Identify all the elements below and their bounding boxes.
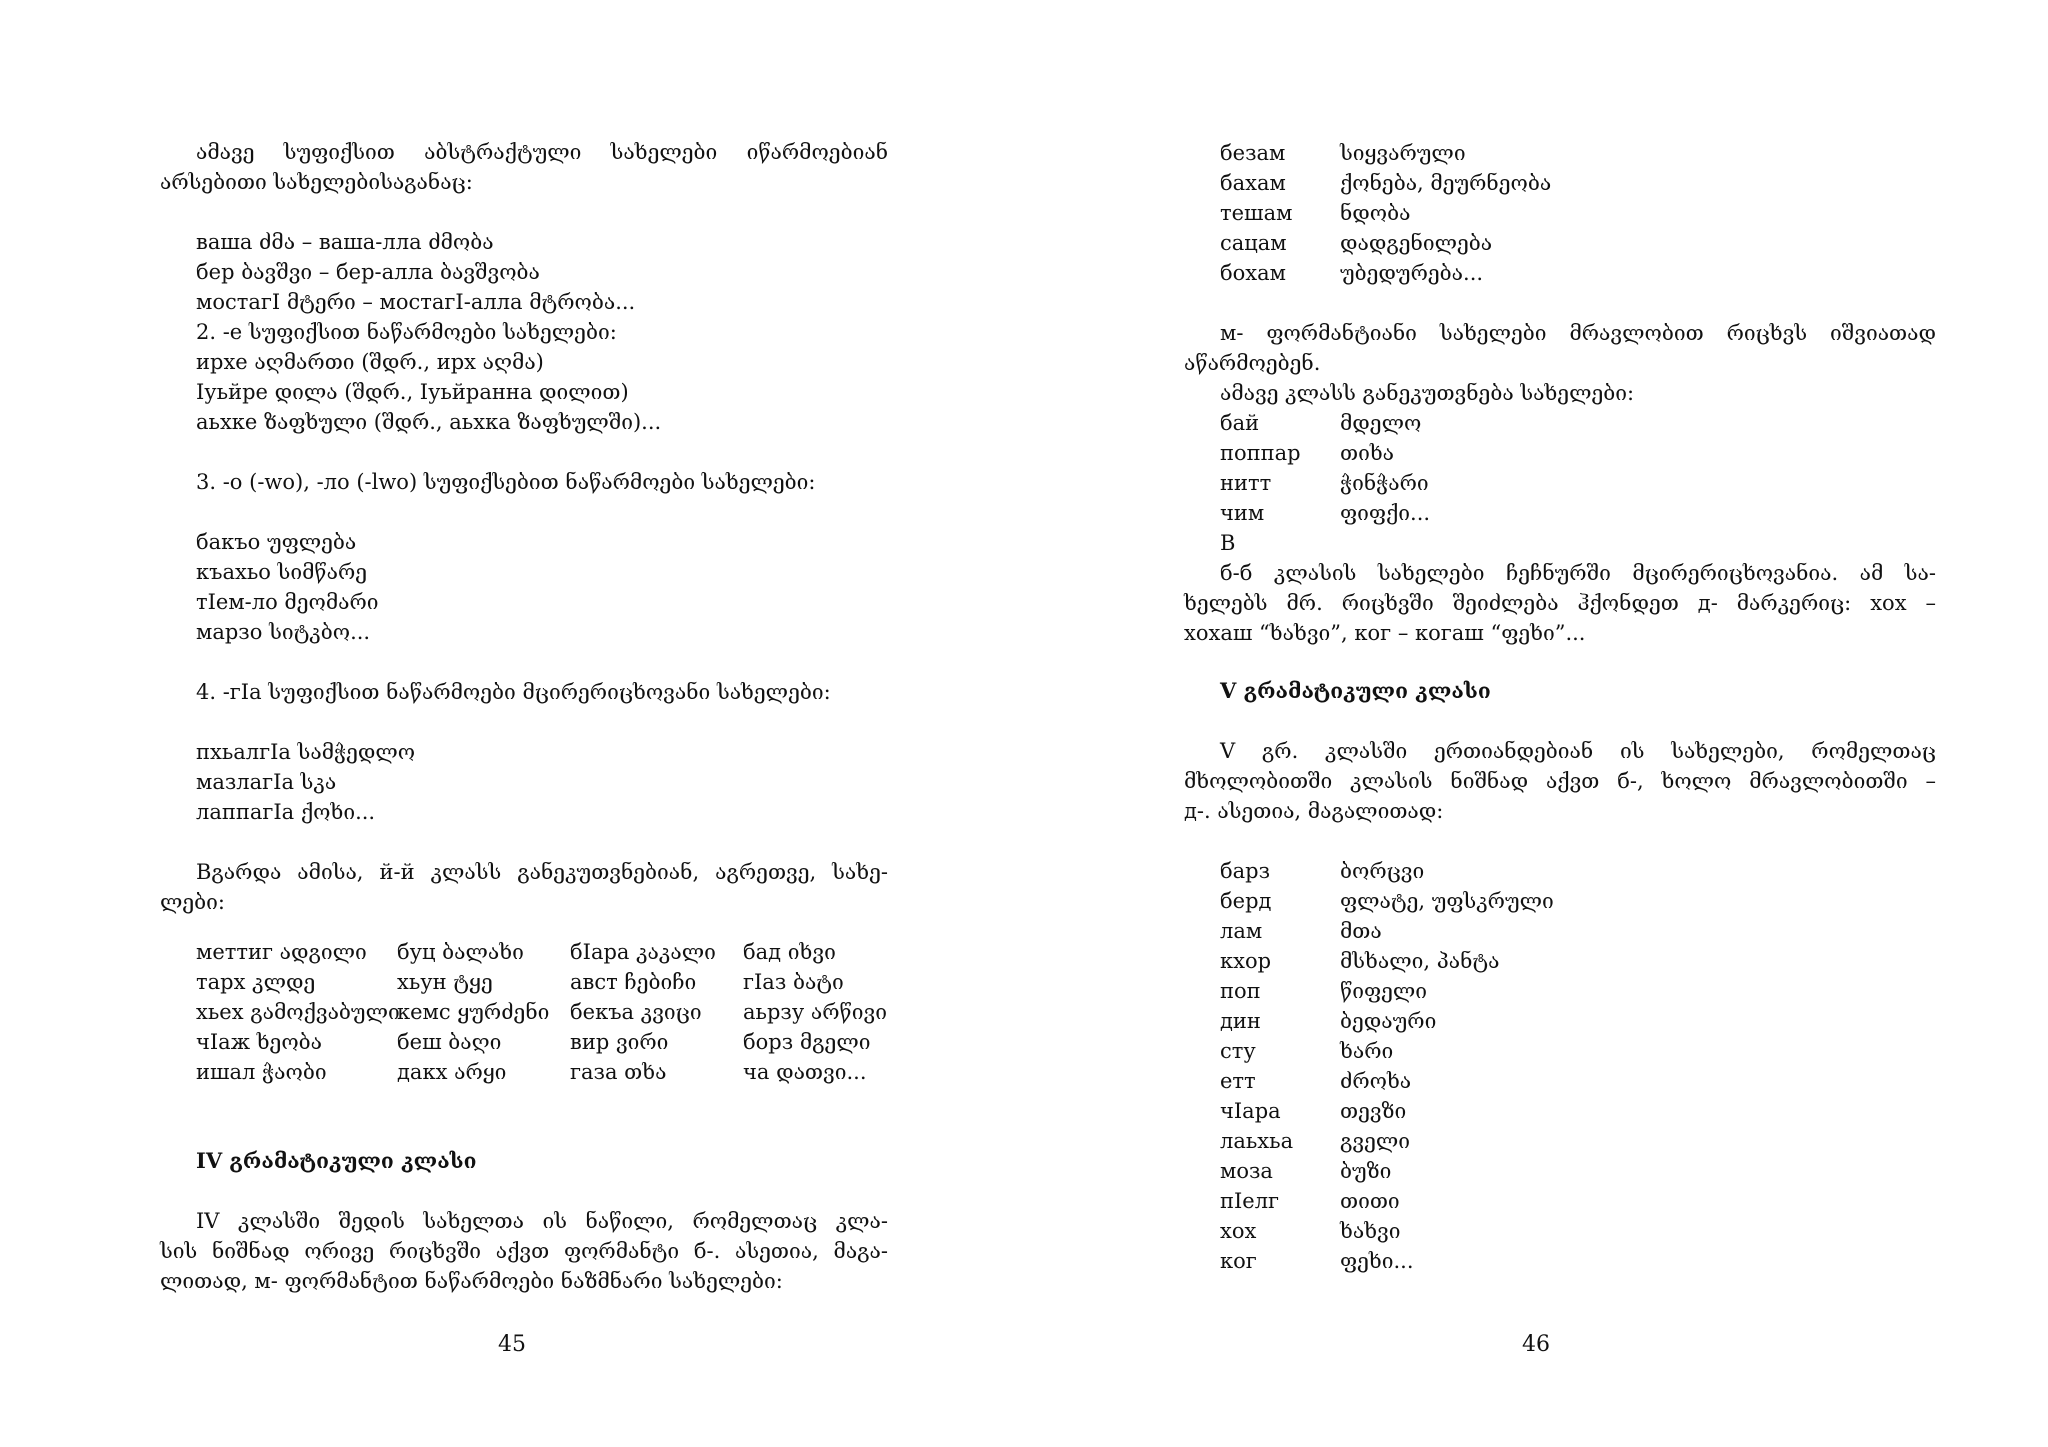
bb-class-text-line: хохаш “ხახვი”, ког – когаш “ფეხი”... <box>1184 621 1586 645</box>
word-table-cell: вир ვირი <box>570 1030 669 1054</box>
word-table-cell: аьрзу არწივი <box>743 1000 887 1024</box>
word-gloss: ძროხა <box>1340 1069 1412 1093</box>
word-gloss: სიყვარული <box>1340 141 1466 165</box>
word-table-cell: чIаж ხეობა <box>196 1030 322 1054</box>
intro-line-2: არსებითი სახელებისაგანაც: <box>160 170 473 194</box>
class-5-text-line: V გრ. კლასში ერთიანდებიან ის სახელები, რომელთაც <box>1220 739 1936 763</box>
word-gloss: თიხა <box>1340 441 1395 465</box>
word-table-cell: беш ბაღი <box>397 1030 502 1054</box>
example-line: аьхке ზაფხული (შდრ., аьхка ზაფხულში)... <box>196 410 662 434</box>
word-gloss: ფლატე, უფსკრული <box>1340 889 1554 913</box>
word-term: лам <box>1220 919 1263 943</box>
example-line: тIем-ло მეომარი <box>196 590 379 614</box>
besides-line-1: Bგარდა ამისა, й-й კლასს განეკუთვნებიან, აგრეთვე, სახე- <box>196 860 888 884</box>
word-term: бай <box>1220 411 1260 435</box>
example-line: мостагI მტერი – мостагI-алла მტრობა... <box>196 290 636 314</box>
word-gloss: მსხალი, პანტა <box>1340 949 1500 973</box>
word-table-cell: борз მგელი <box>743 1030 871 1054</box>
word-gloss: ქონება, მეურნეობა <box>1340 171 1552 195</box>
word-term: пIелг <box>1220 1189 1280 1213</box>
word-term: моза <box>1220 1159 1273 1183</box>
example-line: къахьо სიმწარე <box>196 560 368 584</box>
example-line: марзо სიტკბო... <box>196 620 371 644</box>
class-5-heading: V გრამატიკული კლასი <box>1220 678 1491 703</box>
word-gloss: ნდობა <box>1340 201 1411 225</box>
word-table-cell: хьун ტყე <box>397 970 493 994</box>
word-gloss: ხახვი <box>1340 1219 1401 1243</box>
word-gloss: გველი <box>1340 1129 1411 1153</box>
word-term: хох <box>1220 1219 1257 1243</box>
word-gloss: მდელო <box>1340 411 1422 435</box>
word-table-cell: кемс ყურძენი <box>397 1000 550 1024</box>
suffix-2-heading: 2. -е სუფიქსით ნაწარმოები სახელები: <box>196 320 617 344</box>
example-line: бер ბავშვი – бер-алла ბავშვობა <box>196 260 540 284</box>
word-term: чим <box>1220 501 1265 525</box>
example-line: лаппагIа ქოხი... <box>196 800 376 824</box>
word-gloss: ბედაური <box>1340 1009 1437 1033</box>
word-table-cell: газа თხა <box>570 1060 667 1084</box>
bb-class-text-line: б-б კლასის სახელები ჩეჩნურში მცირერიცხოვანია. ამ სა- <box>1220 561 1936 585</box>
word-gloss: წიფელი <box>1340 979 1428 1003</box>
m-formant-text-line: აწარმოებენ. <box>1184 351 1321 375</box>
word-term: тешам <box>1220 201 1293 225</box>
word-term: берд <box>1220 889 1272 913</box>
word-gloss: უბედურება... <box>1340 261 1484 285</box>
word-table-cell: дакх არყი <box>397 1060 507 1084</box>
word-table-cell: ишал ჭაობი <box>196 1060 327 1084</box>
word-term: бахам <box>1220 171 1286 195</box>
word-term: нитт <box>1220 471 1272 495</box>
word-gloss: თევზი <box>1340 1099 1407 1123</box>
word-gloss: თითი <box>1340 1189 1400 1213</box>
word-term: барз <box>1220 859 1271 883</box>
intro-line-1: ამავე სუფიქსით აბსტრაქტული სახელები იწარმოებიან <box>196 140 888 164</box>
word-table-cell: авст ჩებიჩი <box>570 970 697 994</box>
besides-line-2: ლები: <box>160 890 225 914</box>
example-line: ваша ძმა – ваша-лла ძმობა <box>196 230 494 254</box>
class-5-text-line: მხოლობითში კლასის ნიშნად აქვთ б-, ხოლო მრავლობითში – <box>1184 769 1936 793</box>
class-4-text-line: ლითად, м- ფორმანტით ნაწარმოები ნაზმნარი სახელები: <box>160 1269 783 1293</box>
class-4-heading: IV გრამატიკული კლასი <box>196 1148 477 1173</box>
word-term: бохам <box>1220 261 1286 285</box>
word-term: ког <box>1220 1249 1257 1273</box>
word-term: поп <box>1220 979 1261 1003</box>
word-table-cell: меттиг ადგილი <box>196 940 367 964</box>
word-table-cell: хьех გამოქვაბული <box>196 1000 400 1024</box>
word-table-cell: тарх კლდე <box>196 970 316 994</box>
also-class-text: ამავე კლასს განეკუთვნება სახელები: <box>1220 381 1635 405</box>
word-term: кхор <box>1220 949 1272 973</box>
word-term: безам <box>1220 141 1286 165</box>
suffix-3-heading: 3. -о (-wo), -ло (-lwo) სუფიქსებით ნაწარმოები სახელები: <box>196 470 816 494</box>
class-5-text-line: д-. ასეთია, მაგალითად: <box>1184 799 1444 823</box>
word-term: етт <box>1220 1069 1256 1093</box>
m-formant-text-line: м- ფორმანტიანი სახელები მრავლობით რიცხვს იშვიათად <box>1220 321 1936 345</box>
word-gloss: ფიფქი... <box>1340 501 1431 525</box>
bb-class-text-line: ხელებს მრ. რიცხვში შეიძლება ჰქონდეთ д- მარკერიც: хох – <box>1184 591 1936 615</box>
word-table-cell: бекъа კვიცი <box>570 1000 702 1024</box>
example-line: ирхе აღმართი (შდრ., ирх აღმა) <box>196 350 544 374</box>
word-gloss: ფეხი... <box>1340 1249 1414 1273</box>
word-table-cell: гIаз ბატი <box>743 970 844 994</box>
word-gloss: ბუზი <box>1340 1159 1392 1183</box>
stray-letter: B <box>1220 531 1236 555</box>
word-table-cell: буц ბალახი <box>397 940 524 964</box>
word-term: сацам <box>1220 231 1287 255</box>
example-line: мазлагIа სკა <box>196 770 337 794</box>
page-number: 46 <box>1522 1332 1550 1357</box>
word-table-cell: бIара კაკალი <box>570 940 716 964</box>
example-line: бакъо უფლება <box>196 530 357 554</box>
word-term: сту <box>1220 1039 1256 1063</box>
word-term: дин <box>1220 1009 1261 1033</box>
word-gloss: ხარი <box>1340 1039 1394 1063</box>
example-line: пхьалгIа სამჭედლო <box>196 740 416 764</box>
word-gloss: მთა <box>1340 919 1382 943</box>
word-term: поппар <box>1220 441 1301 465</box>
right-page <box>1024 0 2048 1447</box>
word-table-cell: бад იხვი <box>743 940 836 964</box>
word-table-cell: ча დათვი... <box>743 1060 867 1084</box>
word-term: лаьхьа <box>1220 1129 1294 1153</box>
class-4-text-line: სის ნიშნად ორივე რიცხვში აქვთ ფორმანტი б-. ასეთია, მაგა- <box>160 1239 888 1263</box>
page-number: 45 <box>498 1332 526 1357</box>
suffix-4-heading: 4. -гIа სუფიქსით ნაწარმოები მცირერიცხოვანი სახელები: <box>196 680 831 704</box>
example-line: Iуьйре დილა (შდრ., Iуьйранна დილით) <box>196 380 629 404</box>
word-gloss: ბორცვი <box>1340 859 1425 883</box>
class-4-text-line: IV კლასში შედის სახელთა ის ნაწილი, რომელთაც კლა- <box>196 1209 888 1233</box>
word-term: чIара <box>1220 1099 1281 1123</box>
word-gloss: ჭინჭარი <box>1340 471 1429 495</box>
word-gloss: დადგენილება <box>1340 231 1493 255</box>
